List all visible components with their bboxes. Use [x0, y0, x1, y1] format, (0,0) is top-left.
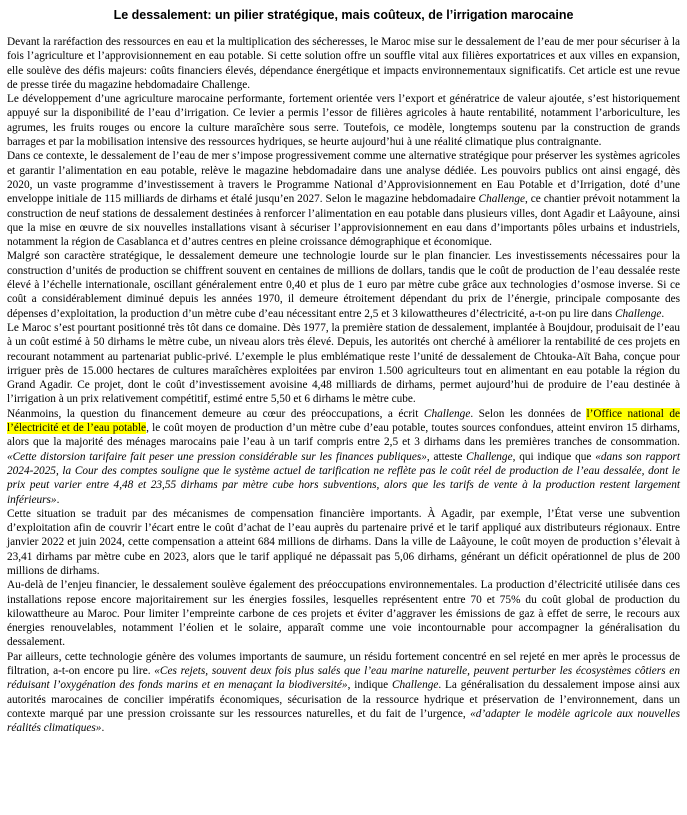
text-run: «Cette distorsion tarifaire fait peser une pression considérable sur les finances publiques»	[7, 450, 427, 463]
paragraph	[7, 321, 680, 407]
text-run: , le coût moyen de production d’un mètre cube d’eau potable, toutes sources confondues, atteint environ 15 dirhams, alors que la majorité des ménages marocains paie l’eau à un tarif compris entre 2,5 et 3 dirhams dans les premières tranches de consommation.	[7, 422, 680, 449]
text-run: Challenge	[391, 679, 439, 692]
text-run: Au-delà de l’enjeu financier, le dessalement soulève également des préoccupations environnementales. La production d’électricité utilisée dans ces installations repose encore majoritairement sur les énergies fossiles, lesquelles représentent entre 70 et 75% du coût global de production du kilowattheure au Maroc. Pour limiter l’empreinte carbone de ces projets et éviter d’aggraver les émissions de gaz à effet de serre, le recours aux énergies renouvelables, notamment l’éolien et le solaire, apparaît comme une voie incontournable pour accompagner la généralisation du dessalement.	[7, 579, 680, 649]
paragraph	[7, 650, 680, 736]
text-run: Le développement d’une agriculture marocaine performante, fortement orientée vers l’export et génératrice de valeur ajoutée, s’est historiquement appuyé sur la disponibilité de l’eau d’irrigation. Ce levier a permis l’essor de filières agricoles à haute rentabilité, notamment l’arboriculture, les agrumes, les fruits rouges ou encore la culture maraîchère sous serre. Toutefois, ce modèle, longtemps soutenu par la construction de grands barrages et par la mobilisation intensive des ressources hydriques, se heurte aujourd’hui à une réalité climatique plus contraignante.	[7, 93, 680, 149]
text-run: , ce chantier prévoit notamment la construction de neuf stations de dessalement destinées à renforcer l’alimentation en eau potable dans plusieurs villes, dont Agadir et Laâyoune, ainsi que la mise en œuvre de six nouvelles installations visant à sécuriser l’approvisionnement en eau dans d’importants pôles urbains et industriels, notamment la région de Casablanca et d’autres centres en pleine croissance démographique et économique.	[7, 193, 680, 249]
text-run: Dans ce contexte, le dessalement de l’eau de mer s’impose progressivement comme une alternative stratégique pour préserver les systèmes agricoles et garantir l’alimentation en eau potable, relève le magazine hebdomadaire dans une analyse dédiée. Les pouvoirs publics ont ainsi engagé, dès 2020, un vaste programme d’investissement à travers le Programme National d’Approvisionnement en Eau Potable et d’Irrigation, doté d’une enveloppe initiale de 115 milliards de dirhams et étalé jusqu’en 2027. Selon le magazine hebdomadaire	[7, 150, 680, 206]
text-run: Devant la raréfaction des ressources en eau et la multiplication des sécheresses, le Maroc mise sur le dessalement de l’eau de mer pour sécuriser à la fois l’agriculture et l’approvisionnement en eau potable. Si cette solution offre un souffle vital aux filières exportatrices et aux villes en expansion, elle soulève des défis majeurs: coûts financiers élevés, dépendance énergétique et impacts environnementaux significatifs. Cet article est une revue de presse tirée du magazine hebdomadaire Challenge.	[7, 36, 680, 91]
paragraph	[7, 407, 680, 507]
text-run: «dans son rapport 2024-2025, la Cour des comptes souligne que le système actuel de tarification ne reflète pas le coût réel de production de l’eau dessalée, dont le prix peut varier entre 4,48 et 23,55 dirhams par mètre cube hors subventions, alors que les tarifs de vente à la production restent largement inférieurs»	[7, 450, 681, 506]
text-run: Challenge	[614, 307, 662, 320]
text-run: Néanmoins, la question du financement demeure au cœur des préoccupations, a écrit	[7, 407, 424, 420]
text-run: . La généralisation du dessalement impose ainsi aux autorités marocaines de concilier impératifs économiques, sécurisation de la ressource hydrique et préservation de l’environnement, dans un contexte marqué par une pression croissante sur les ressources naturelles, et du fait de l’urgence,	[7, 679, 681, 720]
text-run: Challenge	[478, 193, 525, 206]
text-run: , qui indique que	[512, 450, 596, 463]
text-run: Malgré son caractère stratégique, le dessalement demeure une technologie lourde sur le plan financier. Les investissements nécessaires pour la construction d’unités de production se chiffrent souvent en centaines de millions de dollars, tandis que le coût de production de l’eau dessalée reste élevé à l’échelle internationale, oscillant généralement entre 0,40 et plus de 1 euro par mètre cube grâce aux technologies d’osmose inverse. Si ce coût a considérablement diminué depuis les années 1970, il demeure étroitement dépendant du prix de l’énergie, principale composante des dépenses d’exploitation, la production d’un mètre cube d’eau nécessitant entre 2,5 et 3 kilowattheures d’électricité, a-t-on pu lire dans	[7, 250, 680, 320]
document-body	[7, 35, 680, 736]
paragraph	[7, 92, 680, 149]
paragraph	[7, 35, 680, 92]
text-run: Le Maroc s’est pourtant positionné très tôt dans ce domaine. Dès 1977, la première station de dessalement, implantée à Boujdour, produisait de l’eau à un coût estimé à 50 dirhams le mètre cube, un niveau alors très élevé. Depuis, les autorités ont cherché à améliorer la rentabilité de ces projets en recourant notamment au partenariat public-privé. L’exemple le plus emblématique reste l’unité de dessalement de Chtouka-Aït Baha, conçue pour irriguer près de 15.000 hectares de cultures maraîchères exploitées par environ 1.500 agriculteurs tout en alimentant en eau potable la région du Grand Agadir. Ce projet, dont le coût d’investissement avoisine 4,48 milliards de dirhams, permet aujourd’hui de produire de l’eau destinée à l’irrigation à un prix relativement compétitif, estimé entre 5,50 et 6 dirhams le mètre cube.	[7, 321, 680, 406]
text-run: .	[56, 493, 60, 506]
text-run: .	[661, 307, 665, 320]
document-title: Le dessalement: un pilier stratégique, mais coûteux, de l’irrigation marocaine	[113, 8, 574, 22]
text-run: «Ces rejets, souvent deux fois plus salés que l’eau marine naturelle, peuvent perturber les écosystèmes côtiers en réduisant l’oxygénation des fonds marins et en menaçant la biodiversité»	[7, 665, 680, 692]
text-run: , indique	[347, 679, 392, 692]
text-run: Challenge	[423, 407, 471, 420]
text-run: . Selon les données de	[470, 407, 587, 420]
paragraph	[7, 578, 680, 649]
paragraph	[7, 507, 680, 578]
text-run: Par ailleurs, cette technologie génère des volumes importants de saumure, un résidu fortement concentré en sel rejeté en mer après le processus de filtration, a-t-on encore pu lire.	[7, 650, 680, 678]
text-run: , atteste	[426, 450, 467, 463]
text-run: .	[101, 722, 105, 735]
paragraph	[7, 149, 680, 249]
text-run: Challenge	[466, 450, 513, 463]
text-run: Cette situation se traduit par des mécanismes de compensation financière importants. À Agadir, par exemple, l’État verse une subvention d’exploitation afin de couvrir l’écart entre le coût d’achat de l’eau auprès du partenaire privé et le tarif appliqué aux distributeurs régionaux. Entre janvier 2022 et juin 2024, cette compensation a atteint 684 millions de dirhams. Dans la ville de Laâyoune, le coût moyen de production s’élevait à 23,41 dirhams par mètre cube en 2023, alors que le tarif appliqué ne dépassait pas 5,06 dirhams, générant un déficit opérationnel de plus de 200 millions de dirhams.	[7, 507, 680, 577]
text-run: «d’adapter le modèle agricole aux nouvelles réalités climatiques»	[7, 707, 680, 735]
highlighted-text: l’Office national de l’électricité et de l’eau potable	[7, 407, 680, 435]
paragraph	[7, 249, 680, 320]
